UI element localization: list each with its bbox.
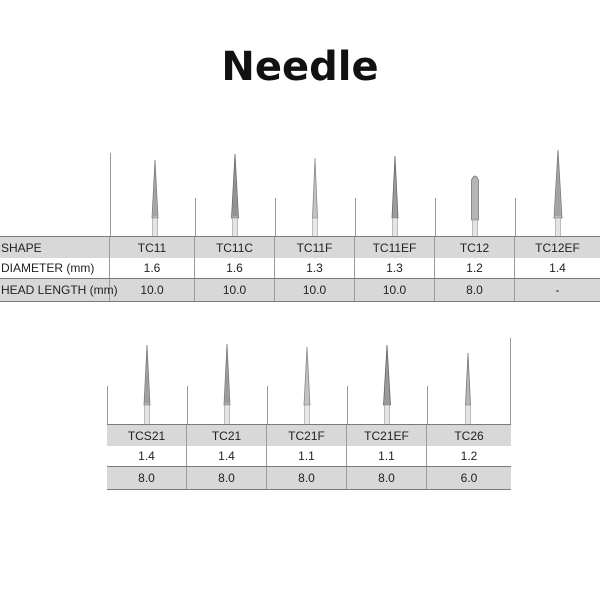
shape-cell: TC11F (275, 237, 355, 259)
needle-diamond-bur-icon (466, 174, 484, 238)
needle-diamond-bur-icon (459, 353, 477, 425)
column-divider (275, 198, 276, 236)
shape-cell: TC21F (267, 425, 347, 447)
needle-diamond-bur-icon (548, 150, 568, 238)
needle-diamond-bur-icon (146, 160, 164, 238)
column-divider (267, 386, 268, 424)
head-length-cell: 8.0 (267, 467, 347, 489)
shape-cell: TC21 (187, 425, 267, 447)
column-divider (355, 198, 356, 236)
column-divider (107, 386, 108, 424)
diameter-cell: 1.4 (187, 446, 267, 466)
head-length-cell: 10.0 (275, 279, 355, 301)
needle-diamond-bur-icon (378, 345, 396, 425)
diameter-cell: 1.3 (275, 258, 355, 278)
diameter-cell: 1.2 (435, 258, 515, 278)
shape-cell: TC11EF (355, 237, 435, 259)
head-length-cell: 8.0 (107, 467, 187, 489)
needle-diamond-bur-icon (138, 345, 156, 425)
diameter-cell: 1.1 (267, 446, 347, 466)
shape-cell: TC12EF (535, 241, 580, 255)
column-divider (435, 198, 436, 236)
head-length-cell: 8.0 (435, 279, 515, 301)
column-divider (510, 338, 511, 424)
needle-diamond-bur-icon (218, 344, 236, 425)
column-divider (187, 386, 188, 424)
head-length-cell: 8.0 (347, 467, 427, 489)
diameter-cell: 1.1 (347, 446, 427, 466)
page-title: Needle (221, 44, 379, 90)
needle-diamond-bur-icon (386, 156, 404, 238)
shape-cell: TC11 (110, 237, 195, 259)
column-divider (427, 386, 428, 424)
table-needle-burs-2 (107, 338, 511, 488)
table-row (107, 446, 511, 466)
diameter-cell: 1.3 (355, 258, 435, 278)
diameter-cell: 1.4 (107, 446, 187, 466)
head-length-cell: - (555, 283, 560, 297)
table-row (0, 258, 600, 278)
table-row (107, 424, 511, 448)
column-divider (110, 153, 111, 236)
needle-diamond-bur-icon (226, 154, 244, 238)
row-label-head-length: HEAD LENGTH (mm) (0, 279, 110, 301)
shape-cell: TC21EF (347, 425, 427, 447)
column-divider (515, 198, 516, 236)
row-label-shape: SHAPE (0, 237, 110, 259)
diameter-cell: 1.4 (549, 261, 566, 275)
table-needle-burs-1 (0, 150, 600, 300)
shape-cell: TC26 (454, 429, 484, 443)
head-length-cell: 10.0 (355, 279, 435, 301)
diameter-cell: 1.6 (195, 258, 275, 278)
diameter-cell: 1.2 (460, 449, 478, 463)
needle-diamond-bur-icon (306, 158, 324, 238)
head-length-cell: 8.0 (187, 467, 267, 489)
column-divider (347, 386, 348, 424)
diameter-cell: 1.6 (110, 258, 195, 278)
head-length-cell: 10.0 (110, 279, 195, 301)
shape-cell: TC12 (435, 237, 515, 259)
needle-diamond-bur-icon (298, 347, 316, 425)
head-length-cell: 6.0 (460, 471, 478, 485)
column-divider (195, 198, 196, 236)
row-label-diameter: DIAMETER (mm) (0, 258, 110, 278)
head-length-cell: 10.0 (195, 279, 275, 301)
shape-cell: TC11C (195, 237, 275, 259)
table-row (0, 278, 600, 302)
table-row (107, 466, 511, 490)
table-row (0, 236, 600, 260)
shape-cell: TCS21 (107, 425, 187, 447)
